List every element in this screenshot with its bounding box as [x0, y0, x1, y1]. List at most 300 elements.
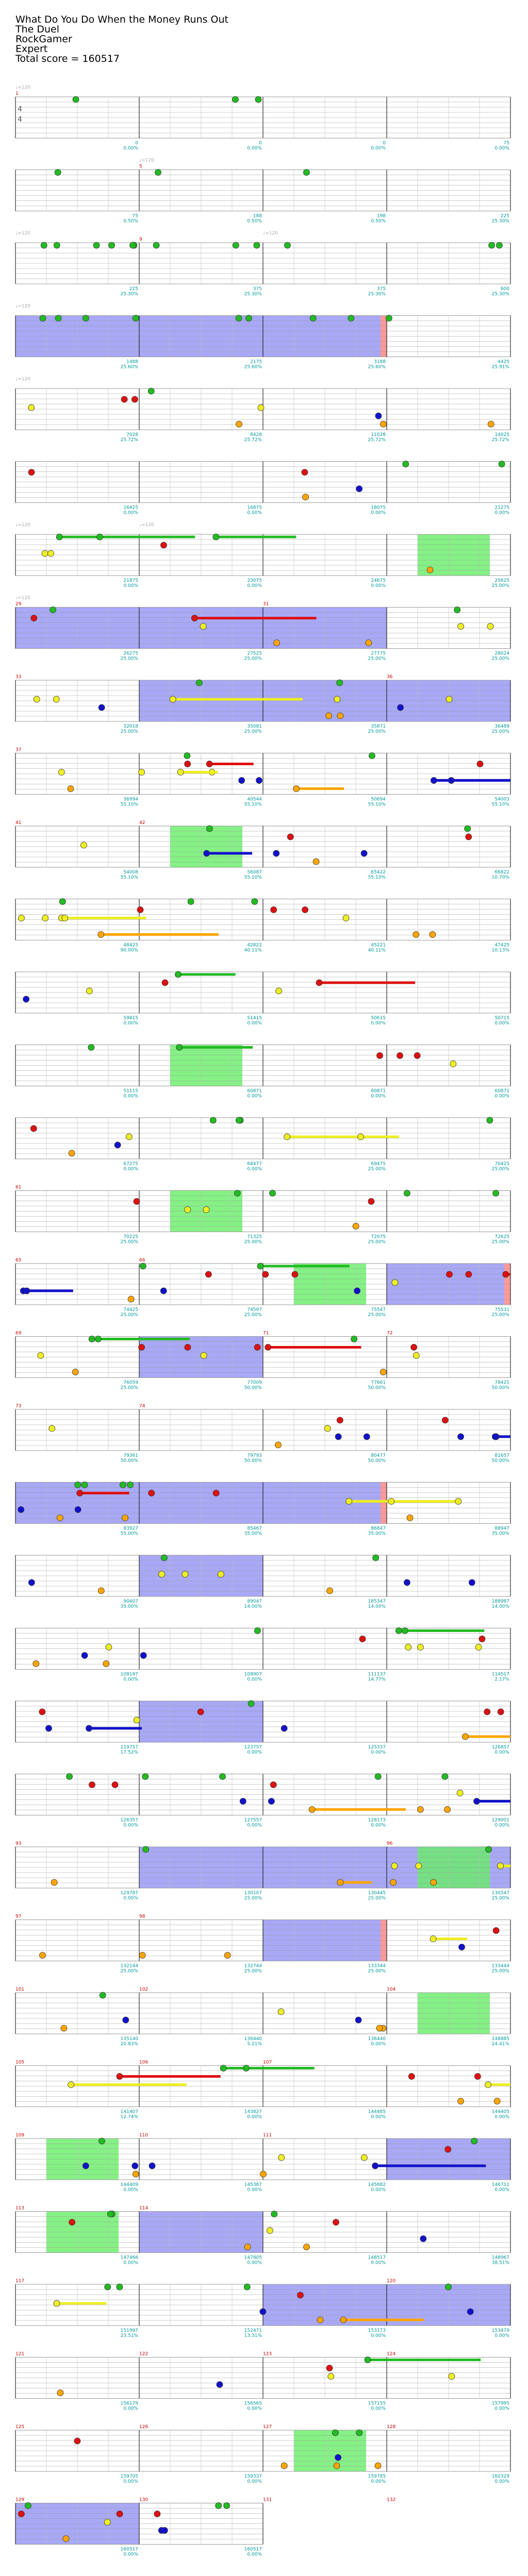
measure-score: 83927: [123, 1526, 138, 1531]
measure-percent: 25.00%: [120, 1968, 138, 1974]
green-note: [73, 96, 79, 103]
measure-percent: 40.11%: [368, 948, 386, 953]
green-note: [161, 1555, 167, 1561]
blue-note: [260, 2309, 266, 2315]
measure-score: 129001: [491, 1817, 509, 1823]
yellow-note: [485, 2082, 491, 2088]
measure-number: 98: [139, 1914, 145, 1920]
orange-note: [458, 2098, 464, 2104]
measure-number: 105: [15, 2060, 25, 2065]
measure-percent: 0.00%: [247, 583, 262, 588]
measure-percent: 0.00%: [123, 1021, 138, 1026]
blue-note: [474, 1798, 480, 1805]
blue-note: [469, 1579, 475, 1586]
measure-score: 60871: [247, 1088, 262, 1094]
measure-percent: 0.00%: [123, 510, 138, 516]
measure-score: 125337: [368, 1745, 386, 1750]
measure-score: 35871: [371, 724, 386, 729]
blue-note: [361, 850, 367, 856]
measure-number: 107: [263, 2060, 272, 2065]
blue-note: [281, 1725, 287, 1731]
blue-note: [398, 704, 404, 711]
yellow-note: [328, 2373, 334, 2380]
yellow-note: [54, 2300, 60, 2306]
measure-number: 127: [263, 2425, 272, 2430]
yellow-note: [430, 1936, 436, 1942]
green-note: [404, 1190, 410, 1197]
measure-percent: 25.00%: [120, 1312, 138, 1318]
measure-score: 27775: [371, 651, 386, 656]
measure-percent: 0.00%: [371, 1823, 386, 1828]
measure-score: 136440: [244, 2036, 262, 2042]
green-note: [206, 826, 212, 832]
measure-percent: 0.00%: [247, 510, 262, 516]
green-note: [244, 2284, 250, 2290]
red-note: [414, 1053, 420, 1059]
red-note: [479, 1636, 485, 1642]
orange-note: [293, 786, 300, 792]
measure-score: 45221: [371, 942, 386, 948]
measure-percent: 0.00%: [247, 2114, 262, 2120]
measure-score: 81657: [494, 1453, 509, 1458]
orange-note: [366, 640, 372, 646]
measure-score: 144405: [491, 2109, 509, 2115]
red-note: [205, 1271, 211, 1277]
measure-percent: 25.00%: [368, 1896, 386, 1901]
green-note: [284, 242, 290, 248]
measure-score: 18075: [371, 505, 386, 511]
measure-score: 133444: [491, 1963, 509, 1969]
yellow-note: [361, 2154, 367, 2161]
red-note: [503, 1271, 509, 1277]
tempo-marker: ♩=120: [15, 523, 30, 528]
green-note: [369, 753, 375, 759]
measure-percent: 25.00%: [120, 1239, 138, 1245]
orange-note: [309, 1807, 315, 1813]
green-note: [56, 534, 62, 540]
red-note: [89, 1782, 95, 1788]
measure-number: 1: [15, 91, 19, 96]
yellow-note: [200, 624, 206, 630]
yellow-note: [203, 1207, 209, 1213]
measure-percent: 25.60%: [244, 364, 262, 370]
green-note: [55, 170, 61, 176]
measure-percent: 0.00%: [247, 146, 262, 151]
blue-note: [356, 486, 362, 492]
measure-score: 198: [376, 213, 386, 219]
green-note: [127, 1482, 134, 1488]
yellow-note: [388, 1499, 394, 1505]
green-note: [140, 1263, 146, 1269]
measure-score: 36994: [123, 797, 138, 802]
green-note: [216, 2503, 222, 2509]
orange-note: [260, 2171, 267, 2177]
red-note: [316, 980, 322, 986]
yellow-note: [457, 1790, 463, 1796]
green-note: [59, 899, 65, 905]
tempo-marker: ♩=120: [139, 158, 154, 163]
green-note: [196, 680, 202, 686]
red-note: [474, 2074, 481, 2080]
measure-percent: 25.00%: [244, 729, 262, 734]
orange-note: [103, 1661, 109, 1667]
measure-score: 148517: [368, 2255, 386, 2261]
measure-score: 25625: [494, 578, 509, 583]
measure-score: 72075: [371, 1234, 386, 1240]
green-note: [489, 242, 495, 248]
measure-score: 27525: [247, 651, 262, 656]
measure-percent: 0.00%: [247, 2260, 262, 2266]
red-note: [197, 1709, 204, 1715]
yellow-note: [450, 1061, 456, 1067]
measure-percent: 25.00%: [368, 1312, 386, 1318]
measure-percent: 17.52%: [120, 1750, 138, 1755]
yellow-note: [170, 696, 176, 702]
orange-note: [430, 932, 436, 938]
green-note: [88, 1045, 94, 1051]
red-note: [191, 615, 197, 621]
measure-percent: 25.00%: [368, 656, 386, 662]
measure-number: 104: [387, 1987, 396, 1992]
measure-percent: 13.31%: [244, 2333, 262, 2338]
measure-percent: 0.00%: [371, 2479, 386, 2484]
blue-note: [86, 1725, 92, 1731]
measure-score: 188987: [491, 1599, 509, 1604]
red-note: [31, 615, 37, 621]
measure-score: 36489: [494, 724, 509, 729]
blue-note: [160, 1288, 167, 1294]
green-note: [99, 2138, 105, 2144]
measure-score: 0: [135, 141, 138, 146]
measure-score: 126857: [491, 1745, 509, 1750]
measure-score: 0: [383, 141, 386, 146]
red-note: [447, 1271, 453, 1277]
measure-number: 124: [387, 2351, 396, 2357]
measure-score: 60871: [494, 1088, 509, 1094]
measure-percent: 55.10%: [120, 875, 138, 880]
measure-score: 70225: [123, 1234, 138, 1240]
measure-score: 148885: [491, 2036, 509, 2042]
green-note: [254, 242, 260, 248]
total-score: Total score = 160517: [15, 53, 120, 64]
yellow-note: [458, 624, 464, 630]
measure-percent: 25.00%: [368, 1239, 386, 1245]
game-name: RockGamer: [15, 33, 72, 45]
measure-score: 3188: [374, 359, 386, 365]
yellow-note: [62, 915, 68, 921]
measure-score: 108197: [120, 1672, 138, 1677]
orange-note: [33, 1661, 39, 1667]
measure-percent: 0.00%: [494, 2187, 509, 2193]
measure-percent: 25.00%: [491, 729, 509, 734]
measure-score: 114517: [491, 1672, 509, 1677]
measure-number: 121: [15, 2351, 25, 2357]
green-note: [255, 96, 261, 103]
measure-number: 5: [139, 164, 142, 170]
measure-percent: 0.00%: [247, 2187, 262, 2193]
measure-percent: 25.30%: [244, 292, 262, 297]
blue-note: [492, 1434, 498, 1440]
measure-score: 160517: [244, 2547, 262, 2552]
measure-score: 75: [132, 213, 138, 219]
measure-percent: 0.00%: [371, 1093, 386, 1099]
green-note: [487, 1117, 493, 1123]
album-name: The Duel: [15, 24, 60, 35]
measure-percent: 10.13%: [491, 948, 509, 953]
yellow-note: [358, 1134, 364, 1140]
measure-score: 135140: [120, 2036, 138, 2042]
green-note: [257, 1263, 263, 1269]
measure-score: 160329: [491, 2474, 509, 2479]
orange-note: [139, 1952, 145, 1959]
measure-number: 65: [15, 1258, 22, 1263]
tempo-marker: ♩=120: [15, 85, 30, 90]
yellow-note: [324, 1425, 331, 1432]
green-note: [471, 2138, 477, 2144]
measure-percent: 50.00%: [368, 1458, 386, 1463]
measure-score: 32018: [123, 724, 138, 729]
yellow-note: [86, 988, 92, 994]
green-note: [220, 2065, 226, 2072]
yellow-note: [38, 1353, 44, 1359]
yellow-note: [106, 1644, 112, 1651]
orange-note: [57, 1515, 63, 1521]
measure-number: 97: [15, 1914, 22, 1920]
measure-percent: 0.50%: [371, 218, 386, 224]
measure-percent: 55.10%: [244, 875, 262, 880]
measure-number: 120: [387, 2279, 396, 2284]
measure-percent: 25.91%: [491, 364, 509, 370]
measure-percent: 55.00%: [120, 1531, 138, 1537]
orange-note: [462, 1733, 468, 1740]
blue-note: [335, 1434, 341, 1440]
measure-score: 69475: [371, 1161, 386, 1167]
measure-number: 73: [15, 1404, 22, 1409]
measure-percent: 35.00%: [491, 1531, 509, 1537]
orange-note: [303, 494, 309, 500]
measure-number: 74: [139, 1404, 145, 1409]
measure-percent: 0.00%: [371, 2260, 386, 2266]
measure-percent: 0.00%: [494, 2406, 509, 2412]
red-note: [74, 2438, 80, 2444]
measure-score: 132144: [120, 1963, 138, 1969]
measure-score: 50715: [494, 1016, 509, 1021]
green-note: [252, 899, 258, 905]
measure-number: 41: [15, 820, 22, 826]
yellow-note: [417, 1644, 423, 1651]
measure-number: 29: [15, 601, 22, 607]
measure-percent: 10.70%: [491, 875, 509, 880]
measure-percent: 0.00%: [123, 1093, 138, 1099]
red-note: [466, 1271, 472, 1277]
green-note: [243, 2065, 249, 2072]
measure-score: 75547: [371, 1307, 386, 1312]
measure-percent: 0.00%: [247, 1750, 262, 1755]
green-note: [67, 1774, 73, 1780]
red-note: [254, 1344, 260, 1351]
measure-percent: 25.00%: [491, 1312, 509, 1318]
green-note: [188, 899, 194, 905]
time-signature-top: 4: [18, 105, 22, 113]
measure-percent: 55.10%: [244, 802, 262, 807]
green-note: [133, 315, 139, 322]
green-note: [213, 534, 219, 540]
measure-percent: 0.00%: [494, 1823, 509, 1828]
yellow-note: [218, 1571, 224, 1577]
measure-percent: 0.00%: [371, 2333, 386, 2338]
green-note: [446, 2284, 452, 2290]
orange-note: [313, 858, 319, 865]
red-note: [18, 2511, 24, 2517]
measure-percent: 25.60%: [368, 364, 386, 370]
orange-note: [224, 1952, 230, 1959]
measure-number: 66: [139, 1258, 145, 1263]
green-note: [120, 1482, 126, 1488]
orange-note: [337, 1879, 343, 1885]
measure-percent: 50.00%: [244, 1385, 262, 1391]
green-note: [82, 315, 89, 322]
blue-note: [132, 2163, 138, 2169]
measure-percent: 35.00%: [120, 1604, 138, 1609]
measure-score: 59815: [123, 1016, 138, 1021]
green-note: [386, 315, 392, 322]
measure-score: 7028: [126, 432, 138, 437]
yellow-note: [498, 1863, 504, 1869]
orange-note: [488, 421, 494, 427]
measure-score: 16875: [247, 505, 262, 511]
green-note: [236, 315, 242, 322]
measure-percent: 50.00%: [491, 1458, 509, 1463]
measure-percent: 55.10%: [368, 875, 386, 880]
measure-score: 153479: [491, 2328, 509, 2333]
tempo-marker: ♩=120: [139, 523, 154, 528]
orange-note: [494, 2098, 500, 2104]
green-note: [373, 1555, 379, 1561]
measure-percent: 25.00%: [120, 656, 138, 662]
measure-score: 74425: [123, 1307, 138, 1312]
green-note: [155, 170, 161, 176]
measure-score: 147805: [244, 2255, 262, 2261]
measure-score: 132744: [244, 1963, 262, 1969]
measure-percent: 25.60%: [120, 364, 138, 370]
measure-score: 16425: [123, 505, 138, 511]
measure-percent: 0.00%: [494, 2333, 509, 2338]
green-note: [105, 2284, 111, 2290]
measure-score: 136440: [368, 2036, 386, 2042]
measure-score: 65422: [371, 870, 386, 875]
orange-note: [407, 1515, 413, 1521]
orange-note: [128, 1296, 134, 1302]
red-note: [333, 2219, 339, 2226]
orange-note: [40, 1952, 46, 1959]
yellow-note: [413, 1353, 419, 1359]
blue-note: [81, 1653, 88, 1659]
measure-number: 110: [139, 2133, 148, 2138]
measure-percent: 0.00%: [123, 2479, 138, 2484]
red-note: [206, 761, 212, 767]
difficulty-label: Expert: [15, 43, 48, 55]
measure-percent: 5.21%: [247, 2042, 262, 2047]
measure-score: 51115: [123, 1088, 138, 1094]
yellow-note: [18, 915, 24, 921]
measure-percent: 0.00%: [494, 1093, 509, 1099]
measure-percent: 0.50%: [123, 218, 138, 224]
yellow-note: [80, 842, 87, 848]
measure-score: 75: [503, 141, 509, 146]
measure-percent: 0.00%: [247, 2479, 262, 2484]
blue-note: [204, 850, 210, 856]
measure-score: 375: [376, 287, 386, 292]
measure-score: 42822: [247, 942, 262, 948]
green-note: [485, 1846, 491, 1853]
measure-number: 102: [139, 1987, 148, 1992]
orange-note: [390, 1879, 397, 1885]
measure-score: 68477: [247, 1161, 262, 1167]
yellow-note: [391, 1863, 398, 1869]
red-note: [262, 1271, 269, 1277]
blue-note: [149, 2163, 155, 2169]
measure-percent: 20.83%: [120, 2042, 138, 2047]
measure-number: 132: [387, 2497, 396, 2503]
green-note: [143, 1846, 149, 1853]
yellow-note: [159, 1571, 165, 1577]
orange-note: [98, 1588, 104, 1594]
red-note: [298, 2292, 304, 2298]
blue-note: [404, 1579, 410, 1586]
measure-percent: 0.00%: [371, 2042, 386, 2047]
orange-note: [317, 2317, 323, 2323]
orange-note: [68, 786, 74, 792]
green-note: [310, 315, 316, 322]
measure-percent: 25.00%: [491, 1968, 509, 1974]
yellow-note: [455, 1499, 461, 1505]
measure-score: 156565: [244, 2401, 262, 2406]
red-note: [466, 834, 472, 840]
yellow-note: [53, 696, 59, 702]
measure-percent: 0.00%: [123, 1677, 138, 1682]
blue-note: [24, 1288, 30, 1294]
red-note: [368, 1199, 374, 1205]
measure-percent: 0.00%: [123, 583, 138, 588]
green-note: [303, 170, 309, 176]
measure-score: 128173: [368, 1817, 386, 1823]
green-note: [337, 680, 343, 686]
measure-number: 126: [139, 2425, 148, 2430]
orange-note: [380, 1369, 386, 1375]
measure-score: 66822: [494, 870, 509, 875]
measure-number: 36: [387, 675, 393, 680]
measure-percent: 25.00%: [244, 656, 262, 662]
red-note: [117, 2511, 123, 2517]
green-note: [493, 1190, 499, 1197]
measure-score: 70425: [494, 1161, 509, 1167]
measure-percent: 0.00%: [494, 2114, 509, 2120]
measure-percent: 14.00%: [244, 1604, 262, 1609]
green-note: [81, 1482, 88, 1488]
orange-note: [69, 1150, 75, 1156]
orange-note: [63, 2536, 69, 2542]
orange-note: [122, 1515, 128, 1521]
measure-score: 157995: [491, 2401, 509, 2406]
red-note: [287, 834, 293, 840]
yellow-note: [42, 550, 48, 557]
green-note: [236, 1117, 242, 1123]
red-note: [30, 1125, 37, 1132]
measure-score: 145682: [368, 2182, 386, 2187]
measure-score: 54003: [494, 797, 509, 802]
measure-score: 600: [500, 287, 509, 292]
red-note: [160, 542, 167, 548]
